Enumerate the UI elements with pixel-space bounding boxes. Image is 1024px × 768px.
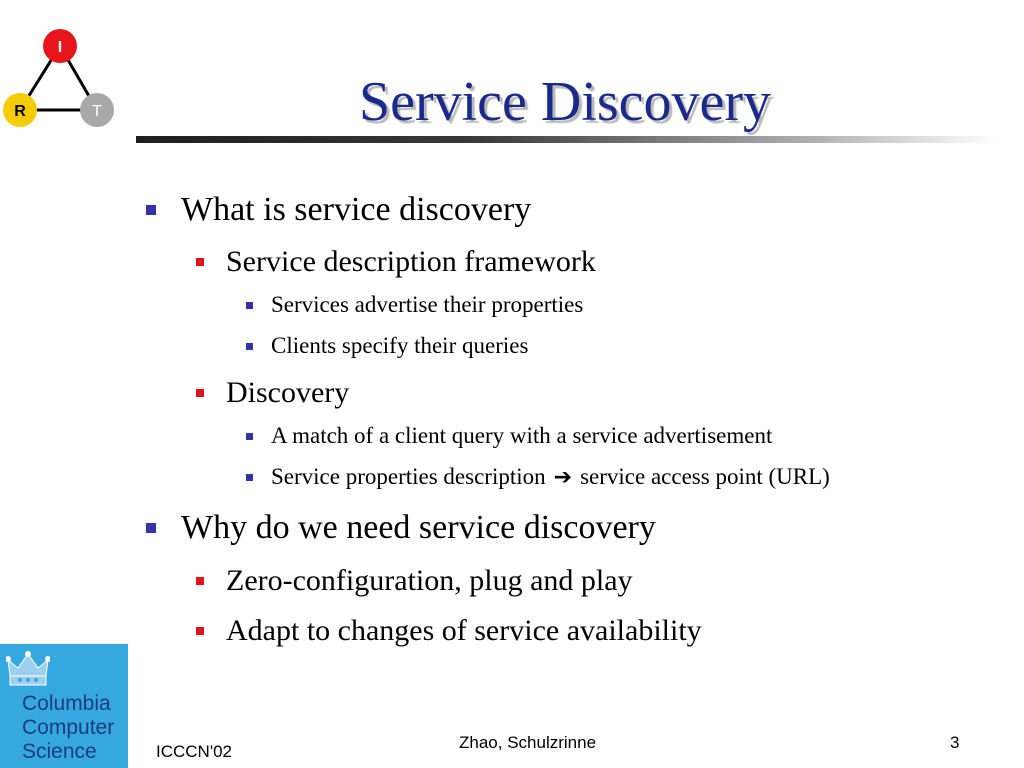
- bullet-text: Services advertise their properties: [271, 292, 584, 317]
- bullet-text: Service description framework: [226, 245, 596, 278]
- bullet-square-icon: [246, 433, 253, 440]
- slide-number: 3: [950, 733, 960, 752]
- svg-text:T: T: [92, 103, 102, 120]
- bullet-square-icon: [196, 389, 204, 397]
- bullet-square-icon: [196, 627, 204, 635]
- svg-text:R: R: [14, 103, 26, 120]
- bullet-level2: [196, 614, 702, 648]
- bullet-text-before: Service properties description: [271, 464, 546, 489]
- bullet-level2: [196, 564, 633, 598]
- bullet-square-icon: [196, 258, 204, 266]
- footer-authors: Zhao, Schulzrinne: [459, 733, 597, 752]
- slide-title: Service Discovery: [358, 71, 772, 133]
- bullet-level2: [196, 376, 349, 410]
- bullet-square-icon: [246, 302, 253, 309]
- bullet-text: Clients specify their queries: [271, 333, 529, 358]
- bullet-level3: [246, 423, 772, 449]
- crown-icon: [6, 650, 50, 690]
- columbia-logo-text: Columbia Computer Science: [22, 692, 115, 763]
- logo-node-i: [43, 29, 77, 63]
- bullet-level3: [246, 292, 583, 318]
- bullet-square-icon: [246, 343, 253, 350]
- bullet-square-icon: [246, 474, 253, 481]
- bullet-square-icon: [146, 205, 156, 215]
- bullet-text: Adapt to changes of service availability: [226, 614, 702, 647]
- columbia-logo: [0, 644, 128, 768]
- right-arrow-icon: ➔: [553, 464, 573, 490]
- bullet-square-icon: [146, 523, 156, 533]
- bullet-text-after: service access point (URL): [580, 464, 830, 489]
- bullet-square-icon: [196, 577, 204, 585]
- footer-conference: ICCCN'02: [156, 742, 232, 761]
- bullet-level3: [246, 464, 830, 490]
- bullet-level3: [246, 333, 528, 359]
- bullet-text: Why do we need service discovery: [181, 509, 656, 546]
- bullet-level1: [146, 191, 531, 229]
- title-underline: [136, 136, 996, 143]
- bullet-text: A match of a client query with a service advertisement: [271, 423, 773, 448]
- bullet-text: Discovery: [226, 376, 350, 409]
- bullet-text: What is service discovery: [181, 191, 532, 228]
- bullet-level2: [196, 245, 596, 279]
- svg-text:I: I: [57, 39, 63, 56]
- bullet-level1: [146, 509, 656, 547]
- bullet-text: Zero-configuration, plug and play: [226, 564, 633, 597]
